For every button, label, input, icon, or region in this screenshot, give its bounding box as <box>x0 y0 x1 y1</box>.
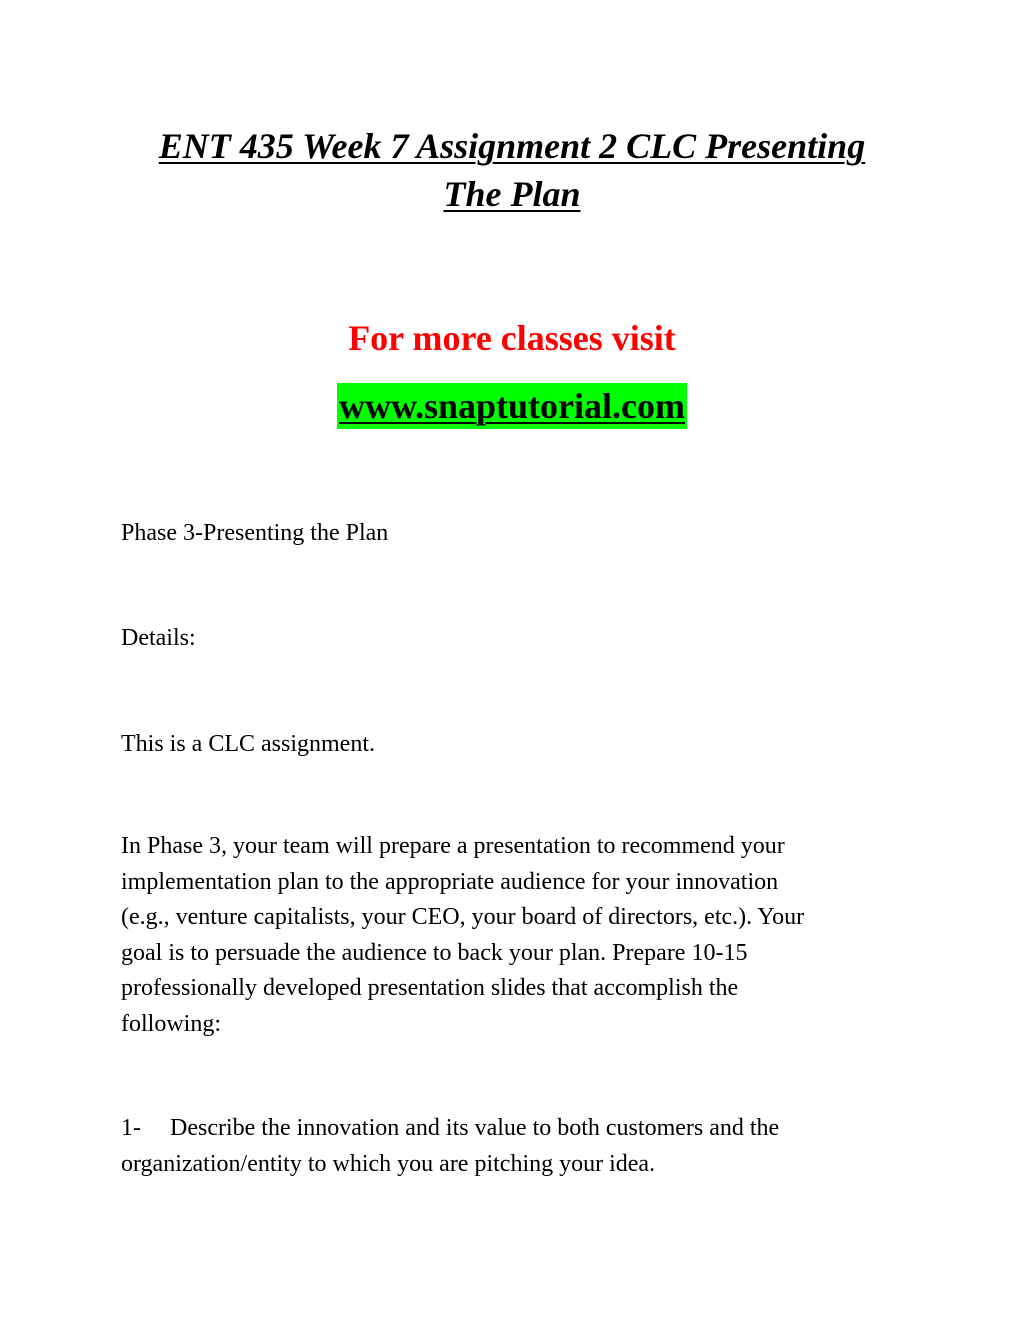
list-item-number: 1- <box>121 1115 141 1141</box>
details-label: Details: <box>121 625 196 651</box>
list-item-text-line-1: Describe the innovation and its value to both customers and the <box>170 1115 780 1141</box>
list-item-1 <box>121 1111 911 1182</box>
title-line-1: ENT 435 Week 7 Assignment 2 CLC Presenting <box>158 126 866 166</box>
list-item-text-line-2: organization/entity to which you are pitching your idea. <box>121 1150 656 1177</box>
instructions-line: goal is to persuade the audience to back your plan. Prepare 10-15 <box>121 939 748 966</box>
snaptutorial-link[interactable]: www.snaptutorial.com <box>337 383 687 429</box>
instructions-line: (e.g., venture capitalists, your CEO, your board of directors, etc.). Your <box>121 904 805 930</box>
instructions-paragraph <box>121 829 911 1042</box>
instructions-line: In Phase 3, your team will prepare a presentation to recommend your <box>121 833 785 859</box>
link-container <box>0 383 1024 431</box>
phase-heading: Phase 3-Presenting the Plan <box>121 520 389 546</box>
instructions-line: following: <box>121 1010 221 1037</box>
document-title <box>100 122 924 218</box>
promo-text: For more classes visit <box>348 318 676 358</box>
instructions-line: professionally developed presentation slides that accomplish the <box>121 975 739 1001</box>
instructions-line: implementation plan to the appropriate audience for your innovation <box>121 868 779 895</box>
clc-note: This is a CLC assignment. <box>121 731 375 757</box>
title-line-2: The Plan <box>443 174 581 214</box>
